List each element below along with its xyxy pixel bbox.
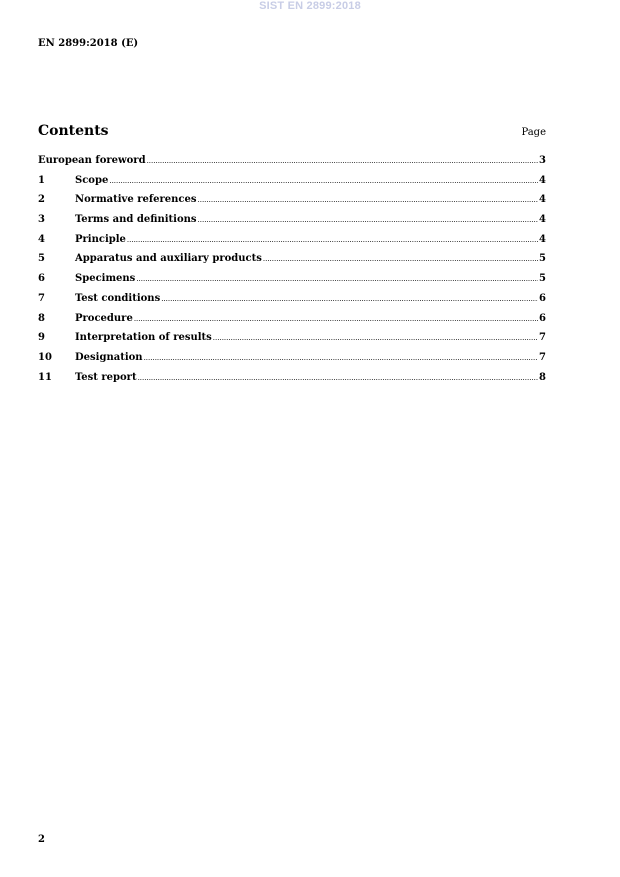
toc-entry-foreword[interactable] bbox=[38, 155, 546, 175]
toc-entry-page: 5 bbox=[539, 273, 546, 285]
toc-entry-page: 4 bbox=[539, 194, 546, 206]
toc-entry-principle[interactable] bbox=[38, 234, 546, 254]
toc-leader-dots bbox=[213, 334, 538, 342]
toc-entry-number: 7 bbox=[38, 292, 45, 304]
toc-entry-title: Terms and definitions bbox=[75, 214, 197, 226]
toc-entry-specimens[interactable] bbox=[38, 273, 546, 293]
page-column-label: Page bbox=[521, 127, 546, 138]
toc-entry-page: 4 bbox=[539, 233, 546, 245]
toc-entry-title: Interpretation of results bbox=[75, 332, 212, 344]
toc-entry-page: 4 bbox=[539, 214, 546, 226]
toc-entry-number: 11 bbox=[38, 371, 52, 383]
toc-entry-page: 3 bbox=[539, 155, 546, 166]
toc-entry-title: Apparatus and auxiliary products bbox=[75, 253, 262, 265]
toc-entry-page: 7 bbox=[539, 332, 546, 344]
toc-leader-dots bbox=[147, 157, 538, 165]
page-number: 2 bbox=[38, 834, 45, 845]
toc-leader-dots bbox=[136, 275, 538, 283]
toc-entry-title: Procedure bbox=[75, 312, 133, 324]
toc-entry-title: Specimens bbox=[75, 273, 136, 285]
toc-entry-number: 10 bbox=[38, 351, 52, 363]
toc-entry-page: 6 bbox=[539, 312, 546, 324]
toc-entry-page: 7 bbox=[539, 351, 546, 363]
toc-leader-dots bbox=[138, 374, 538, 382]
toc-entry-number: 4 bbox=[38, 233, 45, 245]
toc-entry-number: 6 bbox=[38, 273, 45, 285]
toc-entry-test-conditions[interactable] bbox=[38, 293, 546, 313]
toc-entry-procedure[interactable] bbox=[38, 313, 546, 333]
toc-leader-dots bbox=[134, 315, 538, 323]
toc-leader-dots bbox=[198, 216, 539, 224]
toc-entry-number: 9 bbox=[38, 332, 45, 344]
toc-entry-number: 1 bbox=[38, 174, 45, 186]
toc-leader-dots bbox=[198, 196, 539, 204]
toc-entry-title: Scope bbox=[75, 174, 109, 186]
toc-entry-page: 4 bbox=[539, 174, 546, 186]
toc-leader-dots bbox=[161, 295, 538, 303]
toc-leader-dots bbox=[127, 236, 538, 244]
toc-entry-apparatus[interactable] bbox=[38, 253, 546, 273]
toc-entry-title: Principle bbox=[75, 233, 126, 245]
toc-entry-title: Test conditions bbox=[75, 292, 161, 304]
document-id: EN 2899:2018 (E) bbox=[38, 38, 139, 49]
toc-entry-number: 8 bbox=[38, 312, 45, 324]
toc-entry-terms-and-definitions[interactable] bbox=[38, 214, 546, 234]
watermark: SIST EN 2899:2018 bbox=[259, 0, 361, 12]
toc-entry-number: 5 bbox=[38, 253, 45, 265]
toc-entry-title: European foreword bbox=[38, 155, 146, 166]
toc-leader-dots bbox=[144, 354, 538, 362]
toc-entry-page: 6 bbox=[539, 292, 546, 304]
toc-entry-title: Test report bbox=[75, 371, 137, 383]
toc-entry-number: 3 bbox=[38, 214, 45, 226]
toc-entry-designation[interactable] bbox=[38, 352, 546, 372]
toc-entry-scope[interactable] bbox=[38, 175, 546, 195]
toc-entry-title: Designation bbox=[75, 351, 143, 363]
toc-leader-dots bbox=[263, 255, 538, 263]
table-of-contents bbox=[38, 155, 546, 391]
toc-entry-page: 8 bbox=[539, 371, 546, 383]
contents-heading: Contents bbox=[38, 123, 109, 139]
toc-entry-test-report[interactable] bbox=[38, 372, 546, 392]
toc-entry-interpretation-of-results[interactable] bbox=[38, 332, 546, 352]
toc-entry-page: 5 bbox=[539, 253, 546, 265]
toc-leader-dots bbox=[109, 177, 538, 185]
toc-entry-number: 2 bbox=[38, 194, 45, 206]
toc-entry-title: Normative references bbox=[75, 194, 197, 206]
toc-entry-normative-references[interactable] bbox=[38, 194, 546, 214]
